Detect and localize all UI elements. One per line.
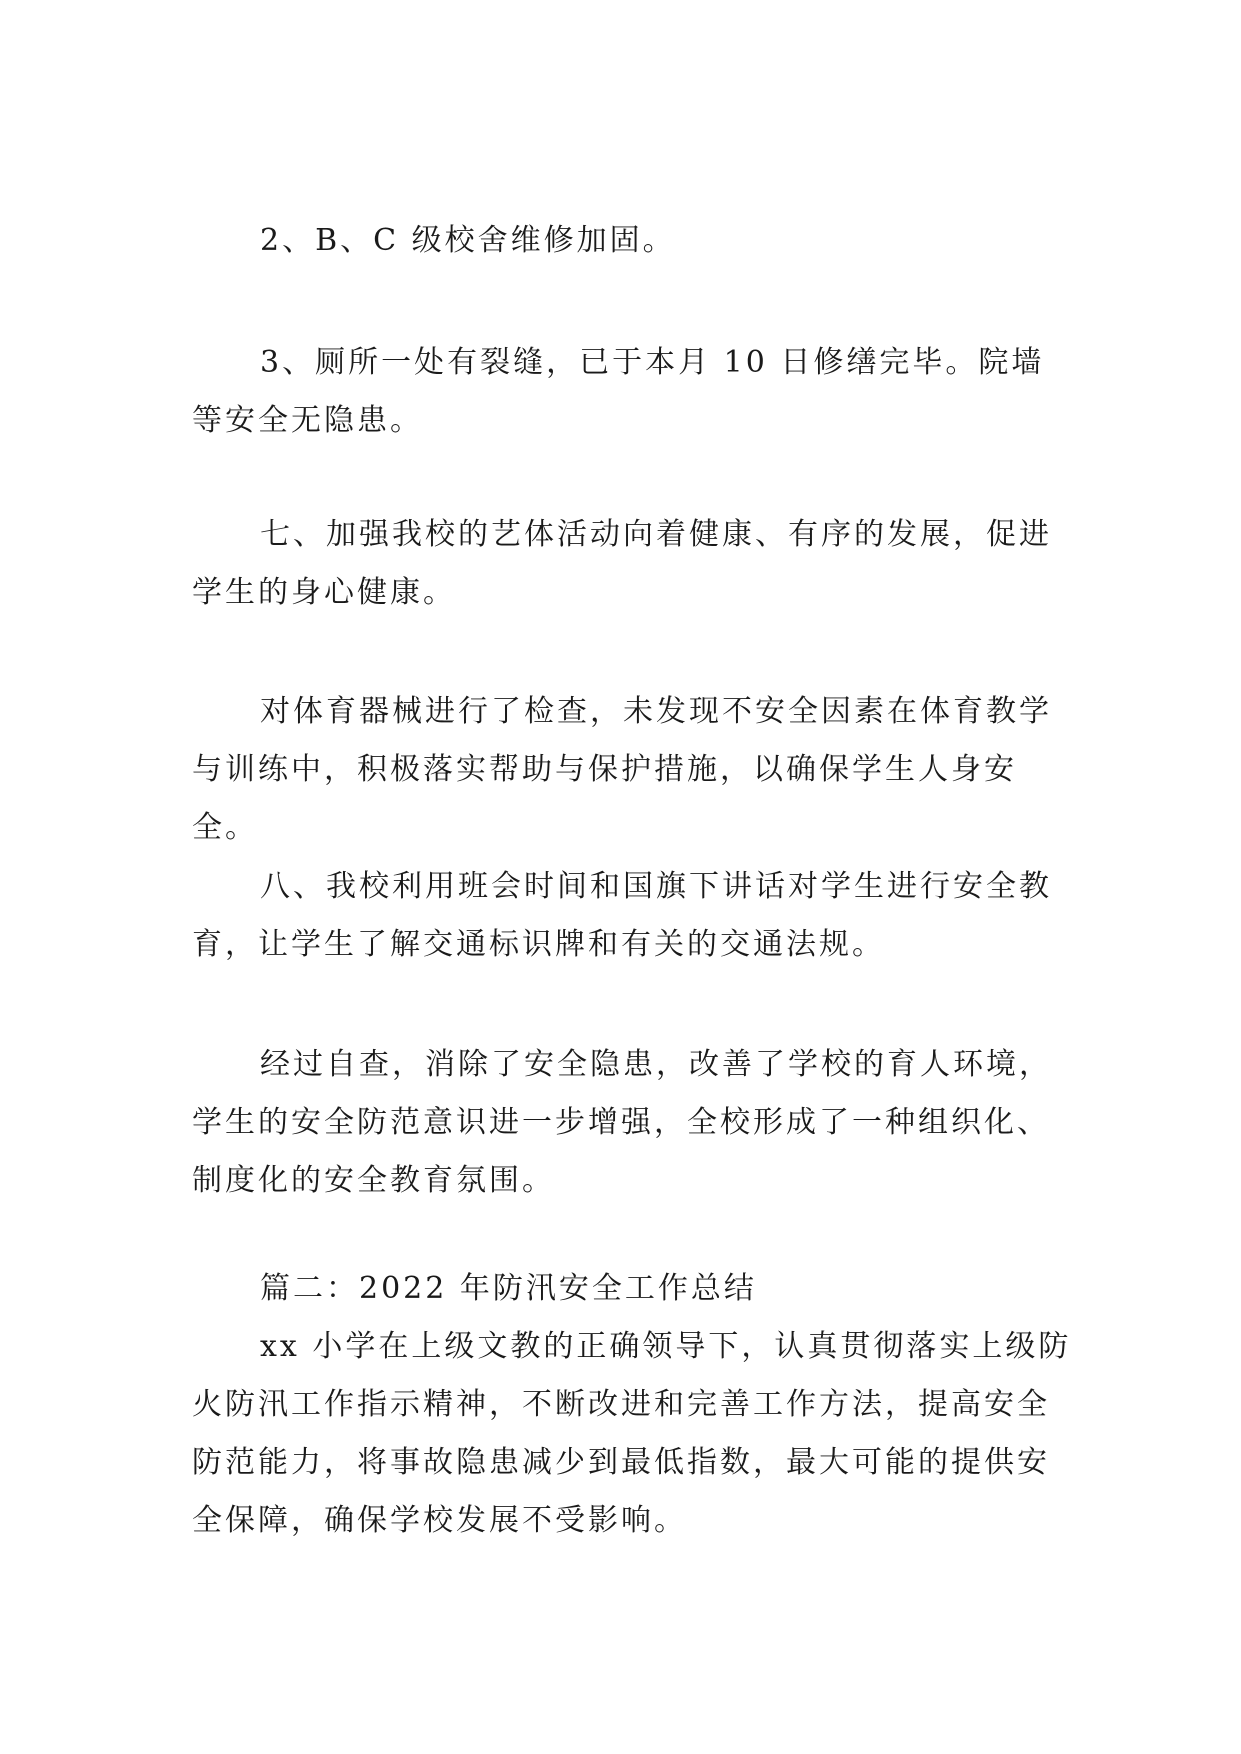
paragraph-summary: 经过自查，消除了安全隐患，改善了学校的育人环境，学生的安全防范意识进一步增强，全校形成了一种组织化、制度化的安全教育氛围。 <box>192 1047 1052 1198</box>
section-body: xx 小学在上级文教的正确领导下，认真贯彻落实上级防火防汛工作指示精神，不断改进和完善工作方法，提高安全防范能力，将事故隐患减少到最低指数，最大可能的提供安全保障，确保学校发展不受影响。 <box>192 1329 1072 1538</box>
section-heading: 篇二：2022 年防汛安全工作总结 <box>260 1271 757 1306</box>
paragraph-item-2: 2、B、C 级校舍维修加固。 <box>260 223 676 258</box>
paragraph-equipment-check: 对体育器械进行了检查，未发现不安全因素在体育教学与训练中，积极落实帮助与保护措施，以确保学生人身安全。 <box>192 694 1052 845</box>
paragraph-item-3: 3、厕所一处有裂缝，已于本月 10 日修缮完毕。院墙等安全无隐患。 <box>192 345 1045 438</box>
paragraph-section-7: 七、加强我校的艺体活动向着健康、有序的发展，促进学生的身心健康。 <box>192 517 1052 610</box>
paragraph-section-8: 八、我校利用班会时间和国旗下讲话对学生进行安全教育，让学生了解交通标识牌和有关的交通法规。 <box>192 869 1052 962</box>
